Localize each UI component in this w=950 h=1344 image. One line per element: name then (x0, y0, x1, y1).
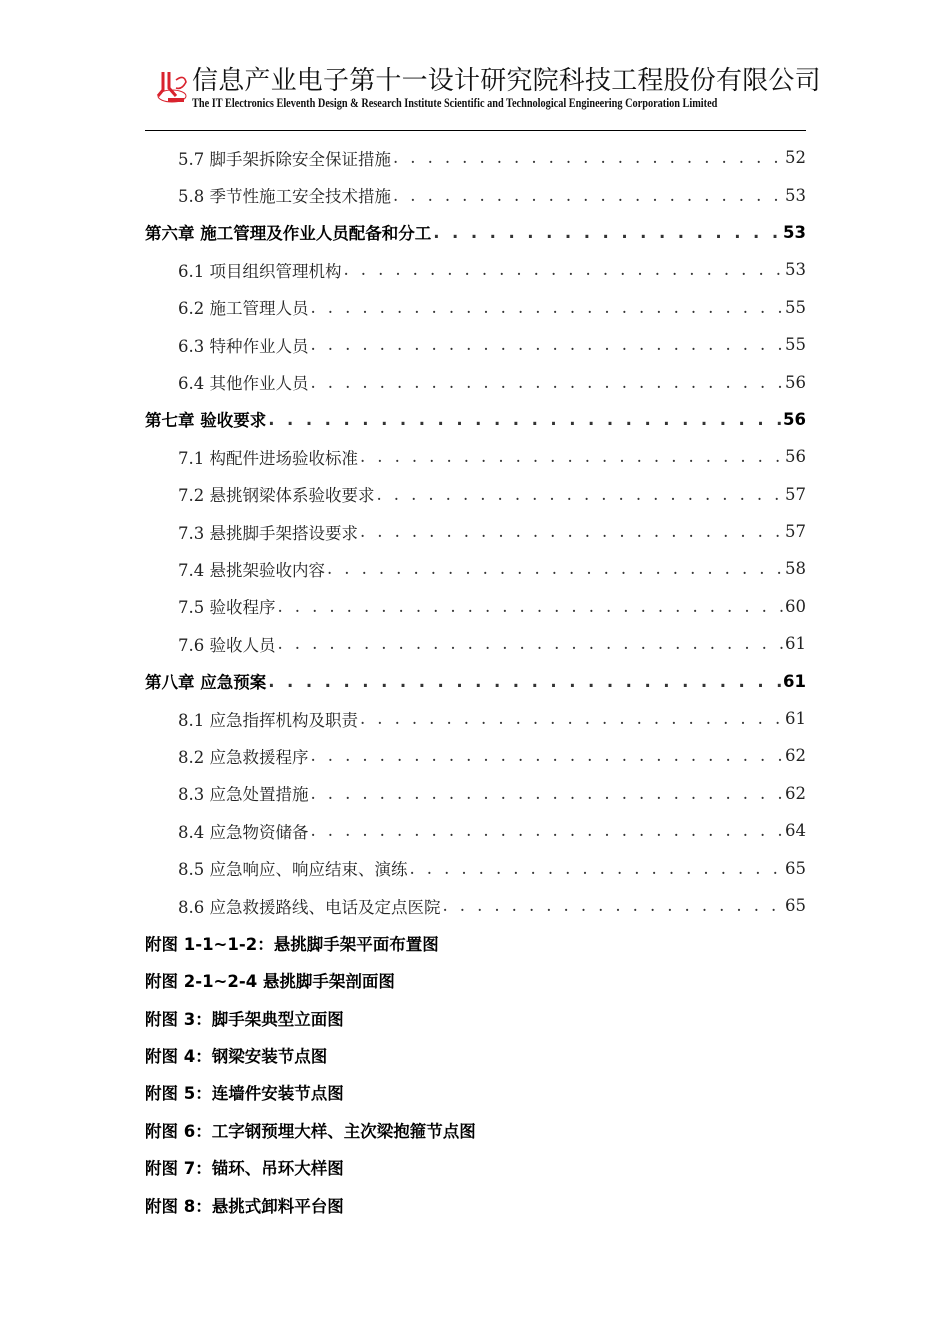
table-of-contents (145, 139, 806, 1223)
toc-entry[interactable] (145, 438, 806, 475)
toc-page-number: 56 (785, 447, 806, 467)
toc-title: 季节性施工安全技术措施 (209, 187, 391, 207)
toc-title: 应急物资储备 (209, 822, 309, 842)
toc-leader-dots (410, 859, 784, 878)
company-name-en: The IT Electronics Eleventh Design & Research Institute Scientific and Technological Engineering Corporation Limited (192, 96, 718, 110)
toc-title: 悬挑架验收内容 (209, 560, 325, 580)
toc-number: 第八章 (145, 673, 195, 693)
toc-page-number: 61 (785, 709, 806, 729)
toc-page-number: 53 (785, 260, 806, 280)
toc-number: 7.3 (178, 523, 205, 543)
toc-title: 其他作业人员 (209, 374, 309, 394)
page-header (150, 64, 821, 114)
appendix-entry[interactable] (145, 1074, 806, 1111)
toc-title: 悬挑脚手架搭设要求 (209, 523, 358, 543)
appendix-title: 附图 8：悬挑式卸料平台图 (145, 1196, 344, 1216)
toc-page-number: 56 (785, 372, 806, 392)
toc-page-number: 62 (785, 783, 806, 803)
toc-number: 7.5 (178, 598, 205, 618)
toc-leader-dots (377, 485, 784, 504)
toc-leader-dots (268, 410, 781, 429)
toc-title: 应急救援程序 (209, 747, 309, 767)
toc-number: 6.3 (178, 336, 205, 356)
toc-title: 悬挑钢梁体系验收要求 (209, 486, 375, 506)
toc-leader-dots (311, 821, 784, 840)
toc-entry[interactable] (145, 513, 806, 550)
appendix-title: 附图 7：锚环、吊环大样图 (145, 1159, 344, 1179)
toc-number: 7.2 (178, 486, 205, 506)
toc-title: 施工管理人员 (209, 299, 309, 319)
toc-entry[interactable] (145, 588, 806, 625)
toc-page-number: 53 (783, 222, 806, 242)
toc-entry[interactable] (145, 700, 806, 737)
toc-leader-dots (311, 746, 784, 765)
toc-page-number: 64 (785, 821, 806, 841)
toc-page-number: 55 (785, 335, 806, 355)
toc-page-number: 60 (785, 596, 806, 616)
toc-entry[interactable] (145, 251, 806, 288)
toc-number: 7.6 (178, 635, 205, 655)
toc-leader-dots (278, 634, 784, 653)
toc-number: 8.5 (178, 860, 205, 880)
toc-title: 应急响应、响应结束、演练 (209, 860, 408, 880)
toc-entry[interactable] (145, 625, 806, 662)
toc-entry[interactable] (145, 775, 806, 812)
toc-page-number: 61 (783, 671, 806, 691)
toc-title: 验收要求 (200, 411, 267, 431)
toc-number: 第六章 (145, 224, 195, 244)
toc-leader-dots (311, 784, 784, 803)
toc-chapter-entry[interactable] (145, 662, 806, 699)
toc-entry[interactable] (145, 812, 806, 849)
toc-leader-dots (278, 597, 784, 616)
toc-leader-dots (327, 559, 783, 578)
toc-number: 7.1 (178, 448, 205, 468)
appendix-entry[interactable] (145, 1036, 806, 1073)
appendix-entry[interactable] (145, 1149, 806, 1186)
toc-chapter-entry[interactable] (145, 401, 806, 438)
toc-entry[interactable] (145, 139, 806, 176)
toc-number: 6.1 (178, 261, 205, 281)
toc-number: 第七章 (145, 411, 195, 431)
toc-page-number: 61 (785, 634, 806, 654)
toc-title: 应急救援路线、电话及定点医院 (209, 897, 441, 917)
company-name-cn: 信息产业电子第十一设计研究院科技工程股份有限公司 (192, 66, 821, 96)
toc-page-number: 52 (785, 148, 806, 168)
appendix-title: 附图 5：连墙件安装节点图 (145, 1084, 344, 1104)
toc-leader-dots (344, 260, 784, 279)
toc-entry[interactable] (145, 849, 806, 886)
appendix-title: 附图 2-1~2-4 悬挑脚手架剖面图 (145, 972, 395, 992)
toc-leader-dots (311, 298, 784, 317)
toc-page-number: 57 (785, 484, 806, 504)
toc-page-number: 53 (785, 185, 806, 205)
toc-number: 8.3 (178, 785, 205, 805)
toc-number: 5.8 (178, 187, 205, 207)
toc-entry[interactable] (145, 326, 806, 363)
toc-title: 特种作业人员 (209, 336, 309, 356)
toc-leader-dots (311, 373, 784, 392)
toc-title: 应急预案 (200, 673, 267, 693)
toc-page-number: 56 (783, 409, 806, 429)
toc-page-number: 58 (785, 559, 806, 579)
toc-page-number: 55 (785, 297, 806, 317)
toc-leader-dots (443, 896, 784, 915)
toc-title: 项目组织管理机构 (209, 261, 342, 281)
toc-entry[interactable] (145, 887, 806, 924)
header-divider (145, 130, 806, 131)
toc-number: 5.7 (178, 149, 205, 169)
toc-leader-dots (311, 335, 784, 354)
toc-leader-dots (433, 223, 781, 242)
appendix-entry[interactable] (145, 999, 806, 1036)
toc-leader-dots (360, 522, 783, 541)
toc-title: 脚手架拆除安全保证措施 (209, 149, 391, 169)
toc-entry[interactable] (145, 550, 806, 587)
toc-number: 8.2 (178, 747, 205, 767)
toc-entry[interactable] (145, 363, 806, 400)
appendix-title: 附图 1-1~1-2：悬挑脚手架平面布置图 (145, 934, 439, 954)
appendix-title: 附图 6：工字钢预埋大样、主次梁抱箍节点图 (145, 1121, 476, 1141)
toc-number: 6.2 (178, 299, 205, 319)
toc-leader-dots (360, 447, 783, 466)
toc-title: 应急指挥机构及职责 (209, 710, 358, 730)
toc-number: 8.4 (178, 822, 205, 842)
toc-page-number: 65 (785, 858, 806, 878)
toc-title: 应急处置措施 (209, 785, 309, 805)
toc-number: 8.6 (178, 897, 205, 917)
toc-number: 6.4 (178, 374, 205, 394)
appendix-title: 附图 3：脚手架典型立面图 (145, 1009, 344, 1029)
toc-chapter-entry[interactable] (145, 214, 806, 251)
toc-entry[interactable] (145, 176, 806, 213)
appendix-entry[interactable] (145, 1111, 806, 1148)
appendix-entry[interactable] (145, 1186, 806, 1223)
toc-number: 8.1 (178, 710, 205, 730)
toc-entry[interactable] (145, 476, 806, 513)
toc-title: 构配件进场验收标准 (209, 448, 358, 468)
toc-leader-dots (393, 148, 783, 167)
toc-page-number: 65 (785, 896, 806, 915)
toc-title: 施工管理及作业人员配备和分工 (200, 224, 432, 244)
toc-page-number: 57 (785, 522, 806, 542)
toc-leader-dots (393, 186, 783, 205)
toc-title: 验收程序 (209, 598, 276, 618)
toc-number: 7.4 (178, 560, 205, 580)
appendix-entry[interactable] (145, 924, 806, 961)
toc-entry[interactable] (145, 737, 806, 774)
toc-page-number: 62 (785, 746, 806, 766)
toc-leader-dots (360, 709, 783, 728)
appendix-entry[interactable] (145, 962, 806, 999)
toc-title: 验收人员 (209, 635, 276, 655)
toc-entry[interactable] (145, 289, 806, 326)
appendix-title: 附图 4：钢梁安装节点图 (145, 1047, 328, 1067)
toc-leader-dots (268, 672, 781, 691)
company-logo-icon (156, 68, 190, 106)
